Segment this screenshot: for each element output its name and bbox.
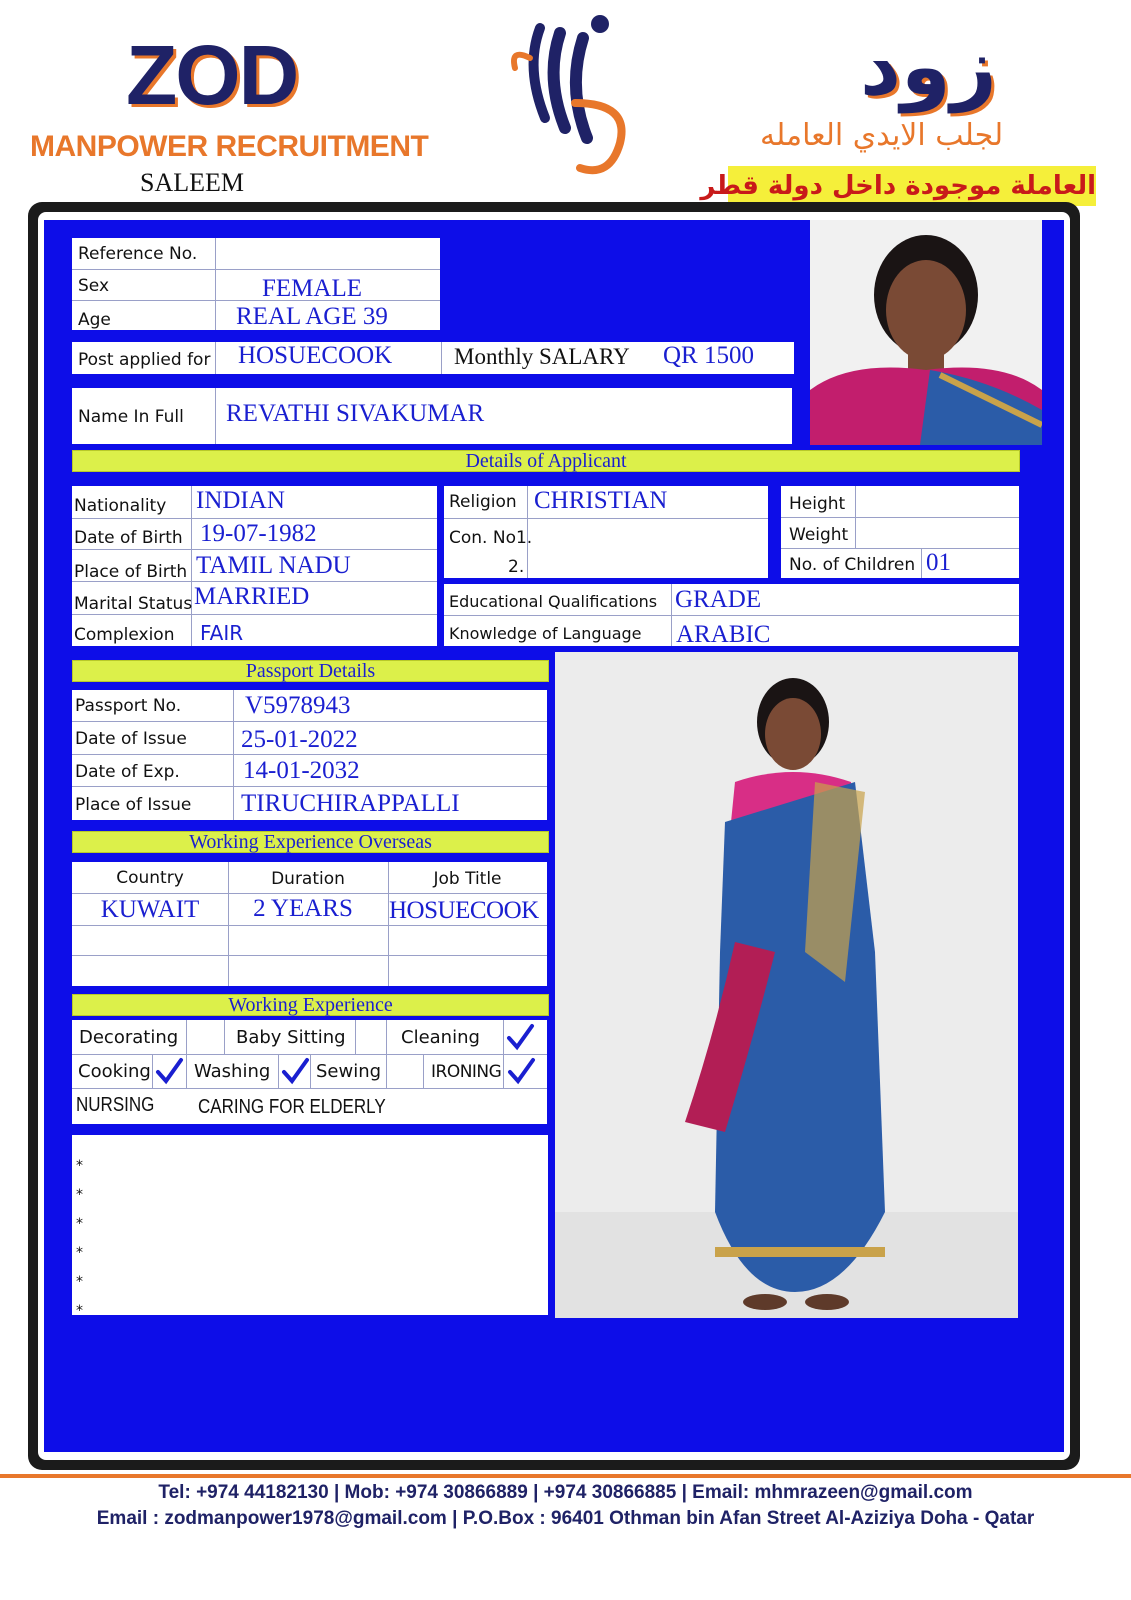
company-logo — [505, 8, 635, 178]
washing-check-icon — [280, 1056, 310, 1086]
con2-label: 2. — [508, 557, 525, 577]
note-bullet: * — [76, 1216, 83, 1232]
arabic-tagline: لجلب الايدي العامله — [760, 118, 1004, 153]
age-value: REAL AGE 39 — [236, 303, 388, 330]
weight-label: Weight — [789, 525, 849, 545]
arabic-brand: زود — [860, 20, 997, 113]
dob-label: Date of Birth — [74, 528, 183, 548]
passport-section-title: Passport Details — [72, 660, 549, 682]
cleaning-check-icon — [505, 1022, 535, 1052]
education-label: Educational Qualifications — [449, 592, 658, 611]
overseas-country-value: KUWAIT — [100, 896, 200, 923]
complexion-label: Complexion — [74, 625, 175, 645]
notes-bullets — [76, 1152, 83, 1326]
name-label: Name In Full — [78, 407, 184, 427]
sex-value: FEMALE — [262, 275, 362, 302]
name-value: REVATHI SIVAKUMAR — [226, 400, 485, 427]
extra-skill-elderly: CARING FOR ELDERLY — [198, 1096, 386, 1118]
footer-contact-line: Tel: +974 44182130 | Mob: +974 30866889 | +974 30866885 | Email: mhmrazeen@gmail.com — [158, 1482, 973, 1503]
details-section-title: Details of Applicant — [72, 450, 1020, 472]
pob-label: Place of Birth — [74, 562, 188, 582]
brand-name: ZOD — [126, 28, 298, 122]
overseas-header-job: Job Title — [433, 869, 502, 889]
salary-value: QR 1500 — [663, 342, 754, 369]
logo-mark-icon — [505, 8, 635, 178]
reference-label: Reference No. — [78, 244, 198, 264]
dob-value: 19-07-1982 — [200, 520, 317, 547]
note-bullet: * — [76, 1158, 83, 1174]
arabic-notice: العاملة موجودة داخل دولة قطر — [728, 166, 1096, 206]
children-label: No. of Children — [789, 555, 916, 575]
post-label: Post applied for — [78, 350, 211, 370]
footer-divider — [0, 1474, 1131, 1478]
note-bullet: * — [76, 1187, 83, 1203]
skill-sewing: Sewing — [316, 1061, 382, 1082]
passport-number-value: V5978943 — [245, 692, 351, 719]
post-value: HOSUECOOK — [238, 342, 393, 369]
language-label: Knowledge of Language — [449, 624, 642, 643]
nationality-value: INDIAN — [196, 487, 285, 514]
skill-cooking: Cooking — [78, 1061, 151, 1082]
skill-baby-sitting: Baby Sitting — [236, 1027, 346, 1048]
note-bullet: * — [76, 1245, 83, 1261]
extra-skill-nursing: NURSING — [76, 1094, 155, 1116]
marital-value: MARRIED — [194, 583, 310, 610]
applicant-full-photo — [555, 652, 1018, 1318]
height-label: Height — [789, 494, 846, 514]
skill-decorating: Decorating — [79, 1027, 179, 1048]
skill-washing: Washing — [194, 1061, 271, 1082]
agent-name: SALEEM — [140, 168, 244, 197]
passport-issue-value: 25-01-2022 — [241, 726, 358, 753]
passport-expiry-value: 14-01-2032 — [243, 757, 360, 784]
notes-box — [72, 1135, 548, 1315]
experience-section-title: Working Experience — [72, 994, 549, 1016]
salary-label: Monthly SALARY — [454, 344, 630, 369]
pob-value: TAMIL NADU — [196, 552, 351, 579]
nationality-label: Nationality — [74, 496, 167, 516]
complexion-value: FAIR — [200, 621, 244, 645]
religion-label: Religion — [449, 492, 517, 512]
passport-number-label: Passport No. — [75, 696, 182, 716]
language-value: ARABIC — [676, 621, 771, 648]
ironing-check-icon — [506, 1056, 536, 1086]
age-label: Age — [78, 310, 111, 330]
overseas-job-value: HOSUECOOK — [389, 897, 539, 924]
note-bullet: * — [76, 1303, 83, 1319]
overseas-header-country: Country — [116, 868, 184, 888]
passport-expiry-label: Date of Exp. — [75, 762, 180, 782]
religion-value: CHRISTIAN — [534, 487, 668, 514]
applicant-portrait-photo — [810, 220, 1042, 445]
footer-address-line: Email : zodmanpower1978@gmail.com | P.O.Box : 96401 Othman bin Afan Street Al-Aziziya Doha - Qatar — [96, 1508, 1035, 1529]
education-value: GRADE — [675, 586, 762, 613]
skill-cleaning: Cleaning — [401, 1027, 480, 1048]
overseas-duration-value: 2 YEARS — [253, 895, 353, 922]
brand-subtitle: MANPOWER RECRUITMENT — [30, 130, 429, 163]
con1-label: Con. No1. — [449, 528, 533, 548]
note-bullet: * — [76, 1274, 83, 1290]
overseas-header-duration: Duration — [271, 869, 345, 889]
passport-place-label: Place of Issue — [75, 795, 192, 815]
skill-ironing: IRONING — [431, 1062, 502, 1082]
passport-place-value: TIRUCHIRAPPALLI — [241, 790, 460, 817]
children-value: 01 — [926, 549, 951, 576]
overseas-section-title: Working Experience Overseas — [72, 831, 549, 853]
passport-issue-label: Date of Issue — [75, 729, 187, 749]
cooking-check-icon — [154, 1056, 184, 1086]
marital-label: Marital Status — [74, 594, 193, 614]
sex-label: Sex — [78, 276, 110, 296]
